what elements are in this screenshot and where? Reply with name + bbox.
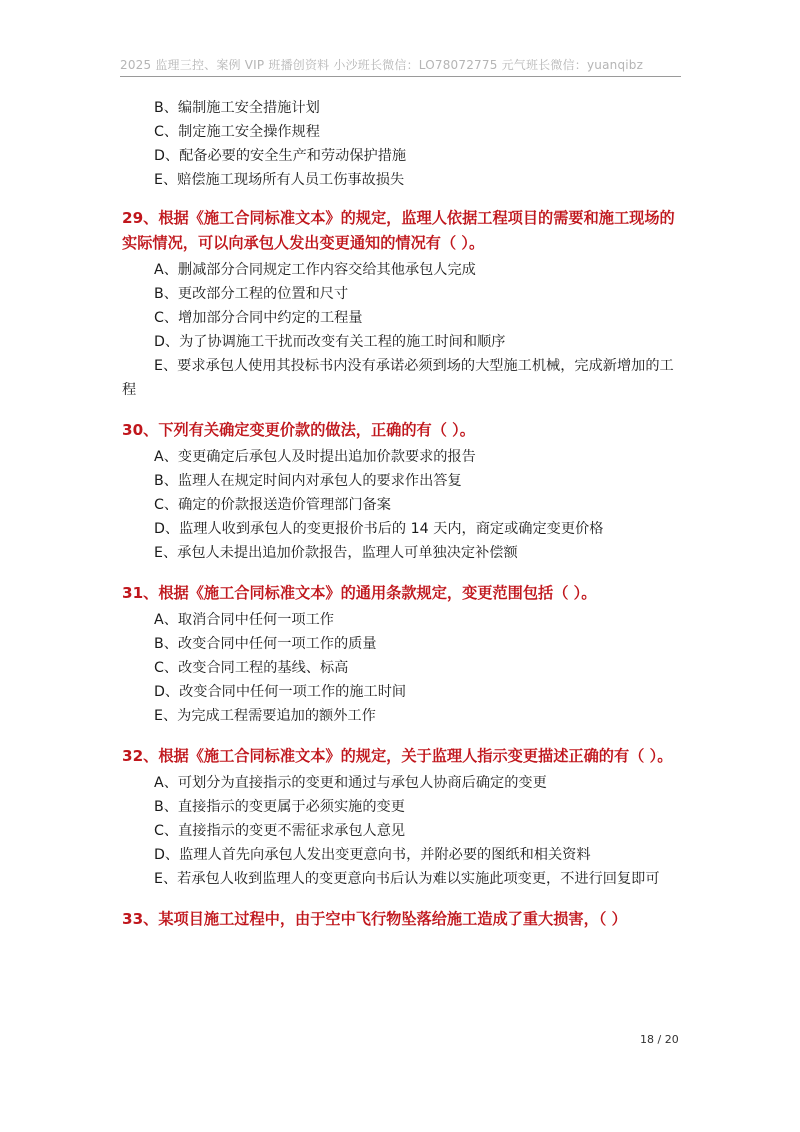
option-a: A、变更确定后承包人及时提出追加价款要求的报告 xyxy=(154,449,476,465)
question-block-30 xyxy=(122,418,682,565)
option-c: C、改变合同工程的基线、标高 xyxy=(154,660,349,676)
option-b: B、直接指示的变更属于必须实施的变更 xyxy=(154,799,405,815)
option-d: D、配备必要的安全生产和劳动保护措施 xyxy=(154,148,407,164)
option-b: B、更改部分工程的位置和尺寸 xyxy=(154,286,349,302)
option-c: C、确定的价款报送造价管理部门备案 xyxy=(154,497,391,513)
question-29-text: 29、根据《施工合同标准文本》的规定，监理人依据工程项目的需要和施工现场的实际情况，可以向承包人发出变更通知的情况有（ ）。 xyxy=(122,209,675,252)
header-divider xyxy=(120,76,681,77)
option-d: D、为了协调施工干扰而改变有关工程的施工时间和顺序 xyxy=(154,334,506,350)
question-31-text: 31、根据《施工合同标准文本》的通用条款规定，变更范围包括（ ）。 xyxy=(122,584,597,602)
option-e: E、赔偿施工现场所有人员工伤事故损失 xyxy=(154,172,405,188)
question-block-32 xyxy=(122,744,682,891)
option-e: E、若承包人收到监理人的变更意向书后认为难以实施此项变更，不进行回复即可 xyxy=(154,871,660,887)
option-e: E、为完成工程需要追加的额外工作 xyxy=(154,708,376,724)
question-32-text: 32、根据《施工合同标准文本》的规定，关于监理人指示变更描述正确的有（ ）。 xyxy=(122,747,673,765)
option-e: E、承包人未提出追加价款报告，监理人可单独决定补偿额 xyxy=(154,545,518,561)
question-block-33 xyxy=(122,907,682,932)
question-block-31 xyxy=(122,581,682,728)
option-a: A、删减部分合同规定工作内容交给其他承包人完成 xyxy=(154,262,476,278)
question-30-text: 30、下列有关确定变更价款的做法，正确的有（ ）。 xyxy=(122,421,475,439)
option-c: C、增加部分合同中约定的工程量 xyxy=(154,310,363,326)
question-block-29 xyxy=(122,206,682,402)
question-33-text: 33、某项目施工过程中，由于空中飞行物坠落给施工造成了重大损害，（ ） xyxy=(122,910,627,928)
document-body xyxy=(122,96,682,934)
option-d: D、监理人首先向承包人发出变更意向书，并附必要的图纸和相关资料 xyxy=(154,847,591,863)
option-b: B、编制施工安全措施计划 xyxy=(154,100,320,116)
option-b: B、改变合同中任何一项工作的质量 xyxy=(154,636,377,652)
option-d: D、监理人收到承包人的变更报价书后的 14 天内，商定或确定变更价格 xyxy=(154,521,604,537)
question-block-28 xyxy=(122,96,682,192)
option-e: E、要求承包人使用其投标书内没有承诺必须到场的大型施工机械，完成新增加的工程 xyxy=(122,358,674,398)
option-d: D、改变合同中任何一项工作的施工时间 xyxy=(154,684,407,700)
page-header: 2025 监理三控、案例 VIP 班播创资料 小沙班长微信：LO78072775 元气班长微信：yuanqibz xyxy=(120,58,644,72)
option-a: A、取消合同中任何一项工作 xyxy=(154,612,334,628)
option-c: C、直接指示的变更不需征求承包人意见 xyxy=(154,823,406,839)
option-a: A、可划分为直接指示的变更和通过与承包人协商后确定的变更 xyxy=(154,775,547,791)
option-b: B、监理人在规定时间内对承包人的要求作出答复 xyxy=(154,473,462,489)
page-number: 18 / 20 xyxy=(640,1033,679,1046)
option-c: C、制定施工安全操作规程 xyxy=(154,124,320,140)
